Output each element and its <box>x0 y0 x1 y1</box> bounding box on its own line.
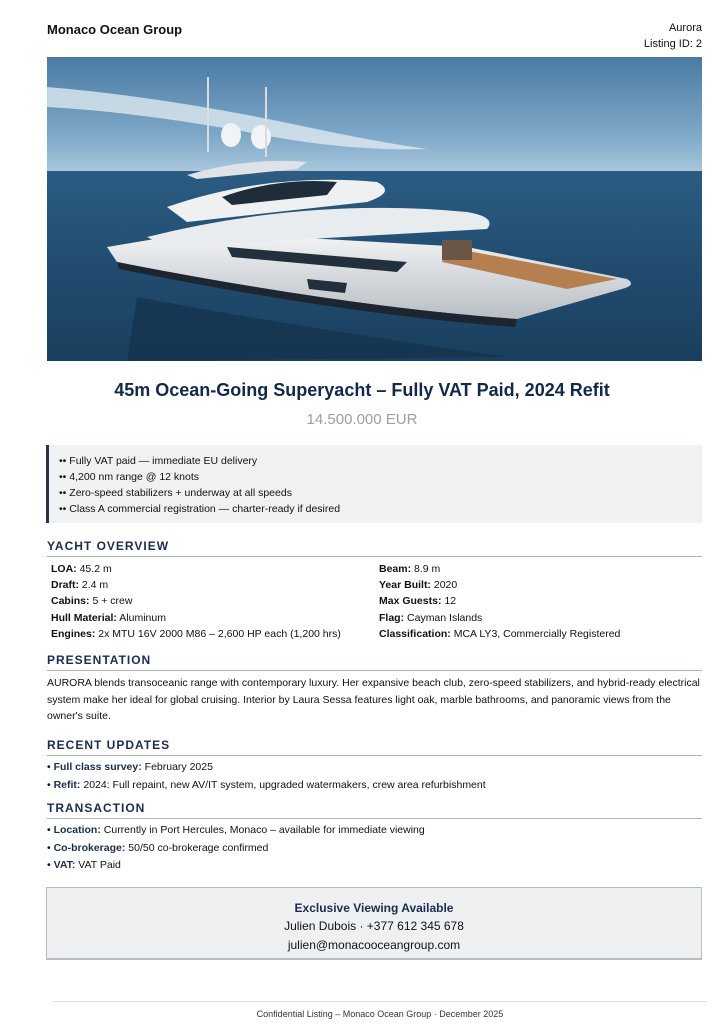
transaction-item: • Co-brokerage: 50/50 co-brokerage confirmed <box>47 841 269 854</box>
spec-value: 2.4 m <box>81 579 109 592</box>
transaction-value: VAT Paid <box>78 859 121 871</box>
footer-divider <box>52 1001 707 1002</box>
spec-loa <box>51 561 379 577</box>
spec-hull-material <box>51 610 379 626</box>
spec-label: Beam: <box>379 563 412 575</box>
spec-value: 45.2 m <box>79 563 112 575</box>
spec-label: Classification: <box>379 627 451 640</box>
page-header <box>47 18 702 54</box>
spec-classification <box>379 626 702 642</box>
spec-value: Cayman Islands <box>407 611 483 624</box>
updates-heading: RECENT UPDATES <box>47 738 702 756</box>
transaction-item: • VAT: VAT Paid <box>47 859 121 871</box>
contact-email[interactable]: julien@monacooceangroup.com <box>287 938 461 952</box>
transaction-label: Location: <box>53 824 101 836</box>
transaction-heading: TRANSACTION <box>47 801 702 819</box>
yacht-illustration <box>47 57 702 361</box>
footer-text: Confidential Listing – Monaco Ocean Group · December 2025 <box>256 1009 504 1019</box>
transaction-label: Co-brokerage: <box>53 841 126 854</box>
spec-label: Draft: <box>51 579 79 592</box>
contact-box <box>46 887 702 960</box>
transaction-list <box>47 822 702 875</box>
transaction-label: VAT: <box>53 859 76 871</box>
update-label: Refit: <box>53 778 81 791</box>
overview-specs <box>51 561 702 642</box>
transaction-value: Currently in Port Hercules, Monaco – available for immediate viewing <box>103 824 425 836</box>
spec-label: Hull Material: <box>51 611 117 624</box>
spec-flag <box>379 610 702 626</box>
transaction-value: 50/50 co-brokerage confirmed <box>128 841 269 854</box>
spec-value: 2x MTU 16V 2000 M86 – 2,600 HP each (1,200 hrs) <box>98 627 341 640</box>
listing-id: Listing ID: 2 <box>643 38 702 50</box>
update-label: Full class survey: <box>53 761 142 773</box>
spec-engines <box>51 626 379 642</box>
spec-label: Year Built: <box>379 579 431 592</box>
spec-label: Engines: <box>51 627 96 640</box>
transaction-item: • Location: Currently in Port Hercules, Monaco – available for immediate viewing <box>47 824 425 836</box>
update-value: 2024: Full repaint, new AV/IT system, upgraded watermakers, crew area refurbishment <box>83 778 486 791</box>
listing-title: 45m Ocean-Going Superyacht – Fully VAT Paid, 2024 Refit <box>114 380 610 400</box>
spec-label: LOA: <box>51 563 77 575</box>
overview-heading: YACHT OVERVIEW <box>47 539 702 557</box>
brand-name: Monaco Ocean Group <box>47 22 183 37</box>
listing-price: 14.500.000 EUR <box>306 411 418 428</box>
spec-label: Cabins: <box>51 595 90 608</box>
spec-year-built <box>379 577 702 593</box>
spec-max-guests <box>379 593 702 609</box>
spec-draft <box>51 577 379 593</box>
update-item: • Refit: 2024: Full repaint, new AV/IT system, upgraded watermakers, crew area refurbishment <box>47 778 486 791</box>
spec-label: Flag: <box>379 611 405 624</box>
spec-value: Aluminum <box>119 611 166 624</box>
listing-meta <box>644 20 702 52</box>
spec-value: 12 <box>444 595 457 608</box>
spec-beam <box>379 561 702 577</box>
highlight-item: •• Zero-speed stabilizers + underway at all speeds <box>59 485 702 501</box>
contact-title: Exclusive Viewing Available <box>294 901 454 915</box>
presentation-text: AURORA blends transoceanic range with contemporary luxury. Her expansive beach club, zero-speed stabilizers, and hybrid-ready electrical system make her ideal for global cruising. Interior by Laura Sessa features light oak, marble bathrooms, and panoramic views from the owner's suite. <box>47 677 700 722</box>
spec-cabins <box>51 593 379 609</box>
contact-name-phone[interactable]: Julien Dubois · +377 612 345 678 <box>284 919 464 933</box>
update-item: • Full class survey: February 2025 <box>47 761 213 773</box>
spec-value: MCA LY3, Commercially Registered <box>453 627 621 640</box>
spec-value: 2020 <box>433 579 458 592</box>
highlight-item: •• Fully VAT paid — immediate EU delivery <box>59 453 702 469</box>
highlight-item: •• Class A commercial registration — charter-ready if desired <box>59 501 702 517</box>
update-value: February 2025 <box>144 761 213 773</box>
highlights-box <box>46 445 702 523</box>
updates-list <box>47 759 702 794</box>
yacht-name: Aurora <box>668 22 702 34</box>
spec-label: Max Guests: <box>379 595 442 608</box>
yacht-hero-image <box>47 57 702 361</box>
highlight-item: •• 4,200 nm range @ 12 knots <box>59 469 702 485</box>
spec-value: 8.9 m <box>414 563 441 575</box>
presentation-heading: PRESENTATION <box>47 653 702 671</box>
spec-value: 5 + crew <box>92 595 133 608</box>
